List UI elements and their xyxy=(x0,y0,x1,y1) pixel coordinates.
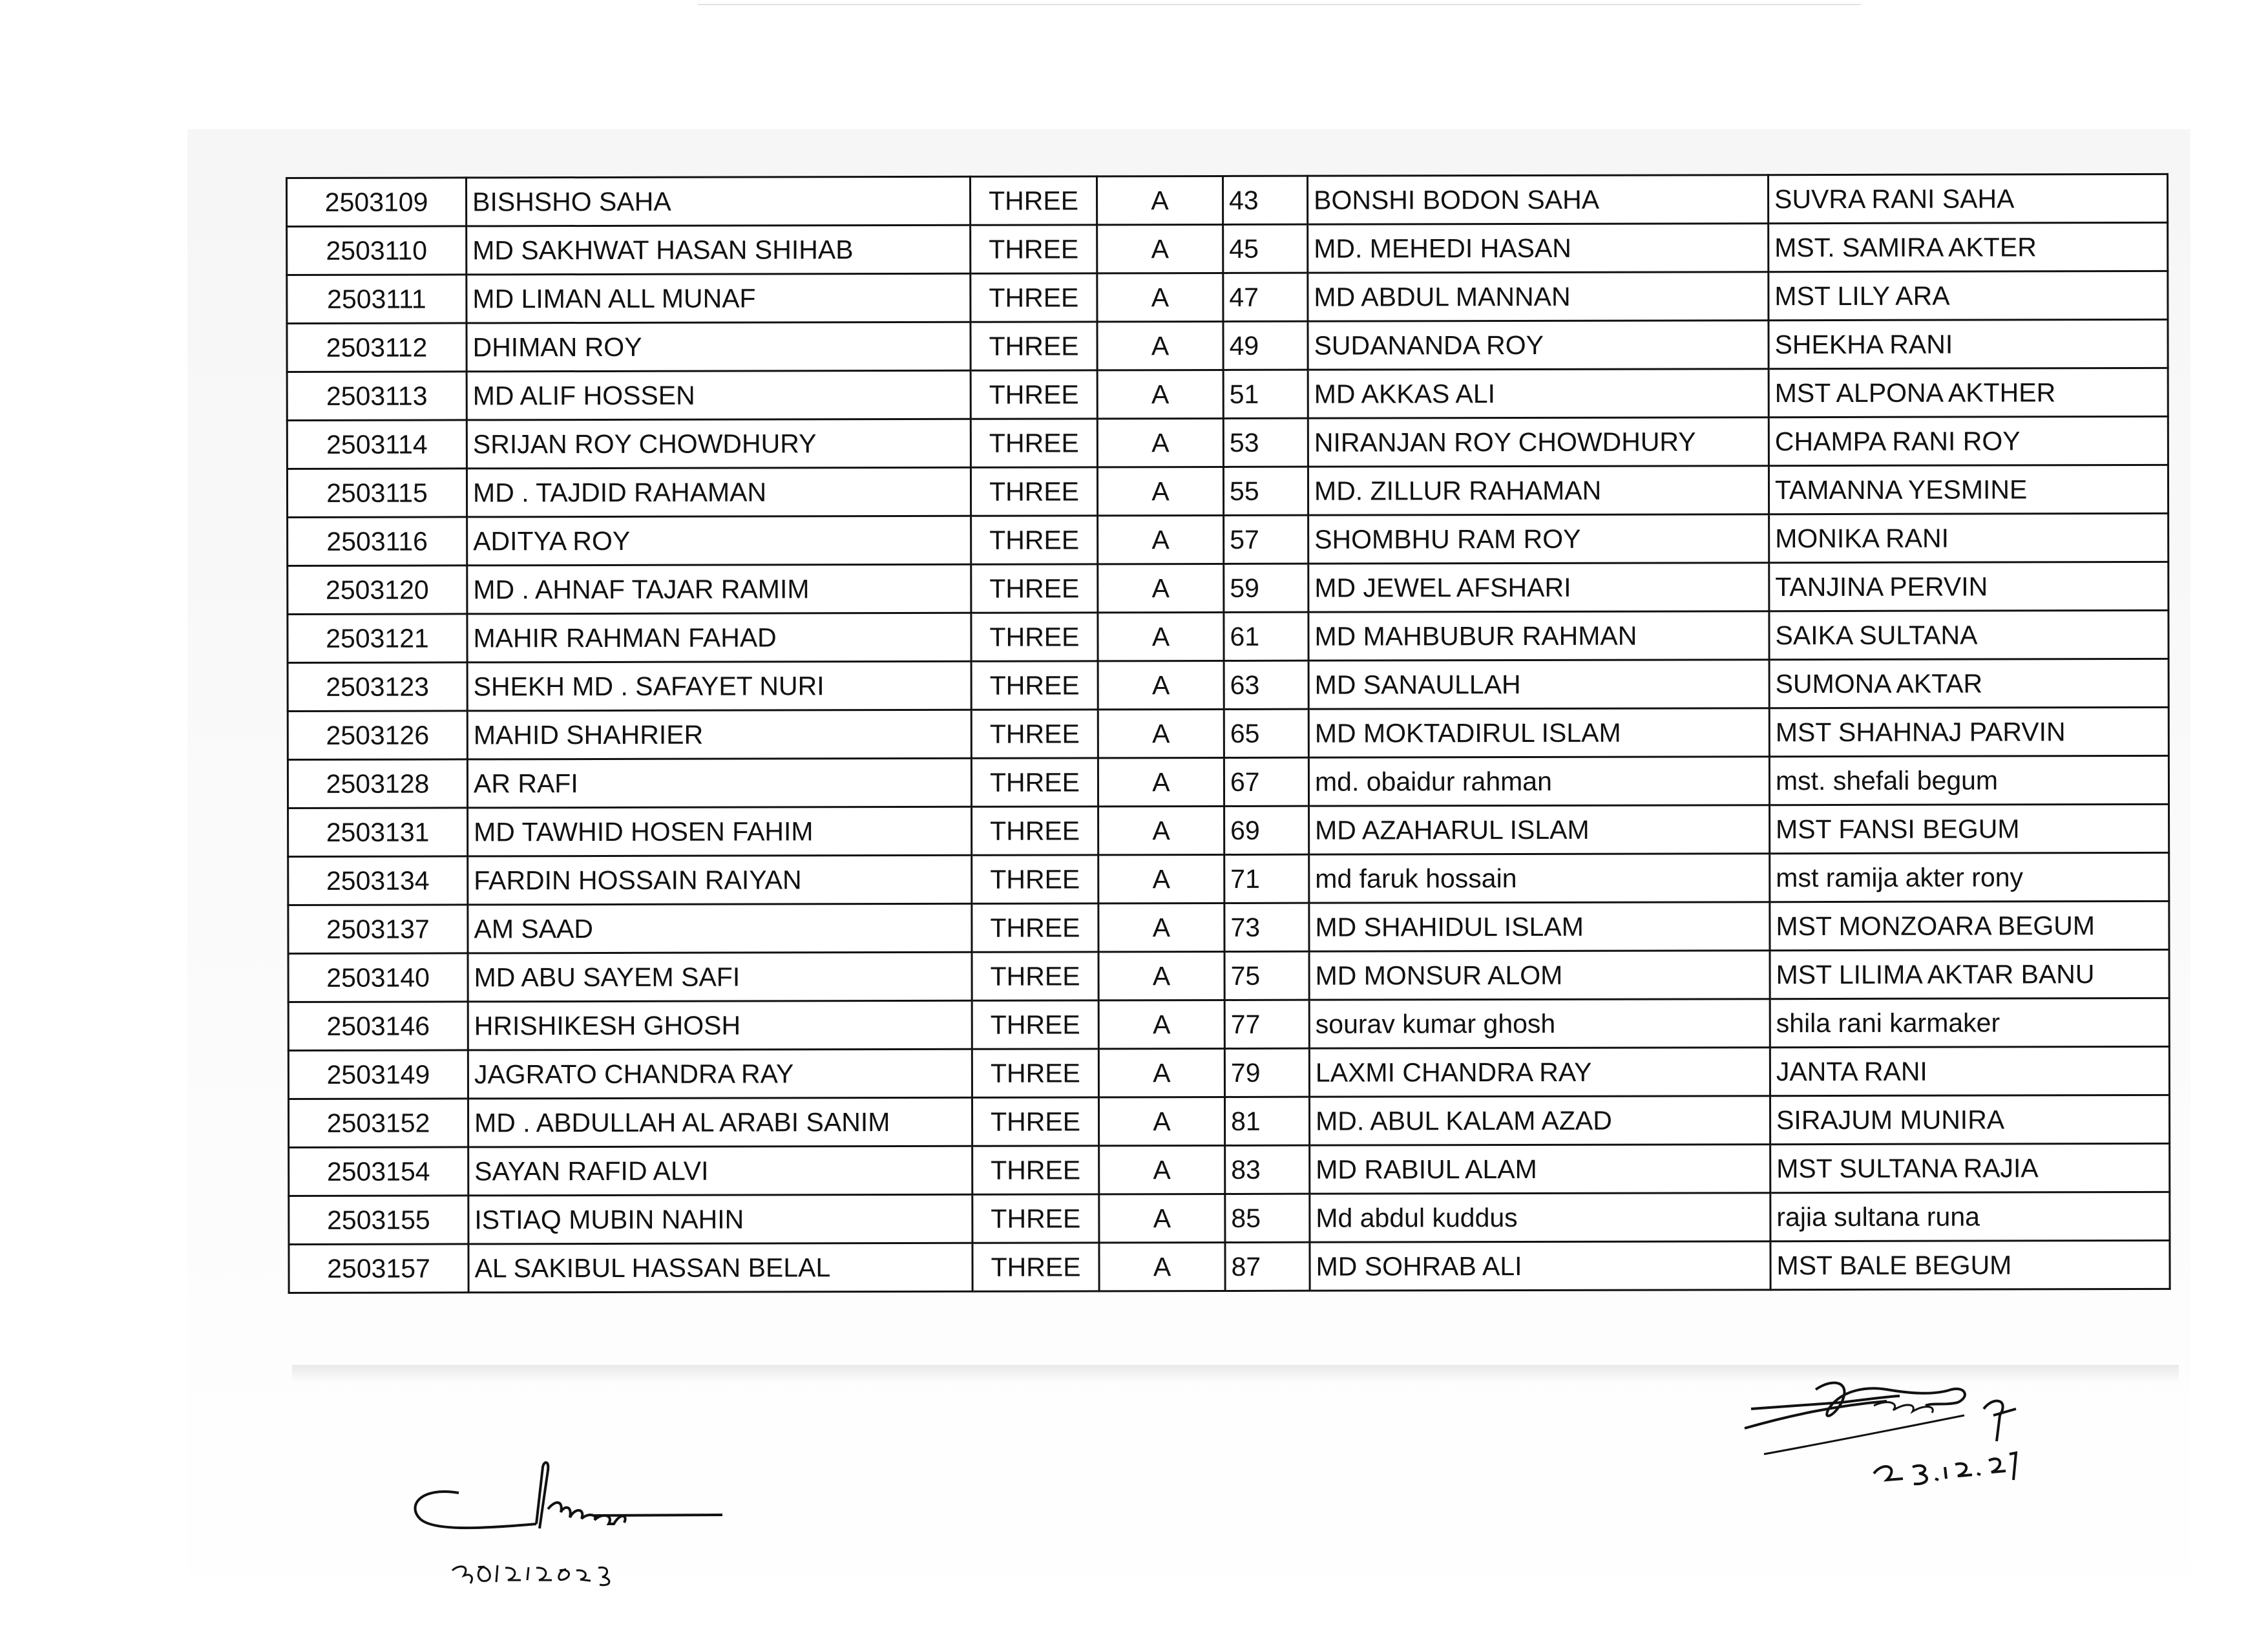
class-cell: THREE xyxy=(972,1243,1099,1291)
student-id-cell: 2503154 xyxy=(289,1147,468,1196)
class-cell: THREE xyxy=(972,1097,1098,1146)
roll-cell: 61 xyxy=(1224,612,1308,660)
section-cell: A xyxy=(1098,1048,1224,1097)
class-cell: THREE xyxy=(971,322,1097,370)
table-row xyxy=(288,1046,2169,1099)
section-cell: A xyxy=(1098,1000,1224,1048)
mother-name-cell: MST. SAMIRA AKTER xyxy=(1769,222,2168,271)
section-cell: A xyxy=(1098,757,1224,806)
mother-name-cell: MST BALE BEGUM xyxy=(1770,1240,2170,1289)
table-row xyxy=(287,319,2168,372)
class-cell: THREE xyxy=(972,1000,1098,1049)
student-id-cell: 2503155 xyxy=(289,1196,468,1245)
class-cell: THREE xyxy=(971,564,1098,613)
section-cell: A xyxy=(1097,370,1223,418)
section-cell: A xyxy=(1097,273,1223,321)
table-row xyxy=(288,610,2168,662)
roll-cell: 81 xyxy=(1224,1097,1309,1145)
student-name-cell: MD . ABDULLAH AL ARABI SANIM xyxy=(468,1097,972,1147)
section-cell: A xyxy=(1098,660,1224,709)
student-name-cell: AR RAFI xyxy=(467,758,971,808)
table-row xyxy=(287,271,2168,323)
student-name-cell: MD LIMAN ALL MUNAF xyxy=(467,273,971,323)
father-name-cell: NIRANJAN ROY CHOWDHURY xyxy=(1308,417,1769,467)
student-name-cell: BISHSHO SAHA xyxy=(467,176,971,226)
table-row xyxy=(288,998,2169,1050)
section-cell: A xyxy=(1098,903,1224,951)
student-name-cell: HRISHIKESH GHOSH xyxy=(468,1000,972,1050)
section-cell: A xyxy=(1098,564,1224,612)
roll-cell: 85 xyxy=(1225,1194,1310,1242)
section-cell: A xyxy=(1097,176,1223,224)
section-cell: A xyxy=(1098,612,1224,660)
student-id-cell: 2503149 xyxy=(288,1050,468,1099)
student-id-cell: 2503126 xyxy=(288,711,467,760)
student-id-cell: 2503112 xyxy=(287,323,467,372)
section-cell: A xyxy=(1097,418,1223,467)
class-cell: THREE xyxy=(972,903,1098,952)
table-row xyxy=(287,465,2168,517)
father-name-cell: BONSHI BODON SAHA xyxy=(1307,175,1768,224)
student-name-cell: MD ALIF HOSSEN xyxy=(467,370,971,420)
scan-edge-line xyxy=(698,4,1861,5)
class-cell: THREE xyxy=(971,225,1097,273)
table-row xyxy=(289,1240,2170,1293)
roll-cell: 53 xyxy=(1223,418,1308,467)
table-row xyxy=(287,222,2168,275)
roll-cell: 79 xyxy=(1224,1048,1309,1097)
student-id-cell: 2503110 xyxy=(287,226,467,275)
section-cell: A xyxy=(1099,1194,1225,1242)
student-name-cell: MAHID SHAHRIER xyxy=(467,710,971,759)
student-id-cell: 2503123 xyxy=(288,662,467,712)
section-cell: A xyxy=(1099,1242,1225,1291)
father-name-cell: md. obaidur rahman xyxy=(1308,757,1769,806)
table-row xyxy=(288,755,2168,808)
mother-name-cell: MST ALPONA AKTHER xyxy=(1769,368,2168,417)
student-name-cell: ADITYA ROY xyxy=(467,516,971,565)
student-id-cell: 2503152 xyxy=(288,1099,468,1148)
mother-name-cell: MST FANSI BEGUM xyxy=(1770,804,2169,853)
father-name-cell: MD. ZILLUR RAHAMAN xyxy=(1308,466,1769,515)
roll-cell: 77 xyxy=(1224,1000,1309,1048)
father-name-cell: LAXMI CHANDRA RAY xyxy=(1309,1048,1770,1097)
class-cell: THREE xyxy=(972,807,1098,855)
mother-name-cell: MST MONZOARA BEGUM xyxy=(1770,901,2169,950)
roll-cell: 65 xyxy=(1224,709,1308,757)
table-row xyxy=(287,368,2168,420)
student-id-cell: 2503109 xyxy=(287,178,467,227)
roll-cell: 87 xyxy=(1225,1242,1310,1291)
table-row xyxy=(288,513,2168,565)
roll-cell: 43 xyxy=(1223,176,1308,224)
father-name-cell: MD. MEHEDI HASAN xyxy=(1308,224,1769,273)
class-cell: THREE xyxy=(971,516,1098,564)
roster-body xyxy=(287,174,2170,1293)
student-name-cell: MD ABU SAYEM SAFI xyxy=(468,952,972,1002)
mother-name-cell: TANJINA PERVIN xyxy=(1769,562,2168,611)
mother-name-cell: JANTA RANI xyxy=(1770,1046,2169,1095)
mother-name-cell: rajia sultana runa xyxy=(1770,1192,2170,1241)
father-name-cell: MD SANAULLAH xyxy=(1308,660,1769,709)
section-cell: A xyxy=(1097,224,1223,273)
section-cell: A xyxy=(1098,1097,1224,1145)
mother-name-cell: SIRAJUM MUNIRA xyxy=(1770,1095,2169,1144)
mother-name-cell: MST SHAHNAJ PARVIN xyxy=(1769,707,2168,756)
student-name-cell: DHIMAN ROY xyxy=(467,322,971,372)
student-name-cell: JAGRATO CHANDRA RAY xyxy=(468,1049,972,1099)
roll-cell: 83 xyxy=(1225,1145,1310,1194)
class-cell: THREE xyxy=(971,419,1097,467)
table-row xyxy=(288,659,2168,711)
section-cell: A xyxy=(1099,1145,1225,1194)
student-id-cell: 2503146 xyxy=(288,1002,468,1051)
table-row xyxy=(288,1095,2169,1147)
mother-name-cell: shila rani karmaker xyxy=(1770,998,2169,1047)
table-row xyxy=(288,804,2169,856)
father-name-cell: MD. ABUL KALAM AZAD xyxy=(1309,1096,1770,1145)
student-roster-table xyxy=(286,173,2171,1294)
father-name-cell: md faruk hossain xyxy=(1309,854,1770,903)
class-cell: THREE xyxy=(972,952,1098,1000)
section-cell: A xyxy=(1098,854,1224,903)
student-id-cell: 2503116 xyxy=(288,517,467,566)
class-cell: THREE xyxy=(972,1049,1098,1097)
roll-cell: 75 xyxy=(1224,951,1309,1000)
table-row xyxy=(289,1143,2170,1196)
father-name-cell: MD MAHBUBUR RAHMAN xyxy=(1308,611,1769,660)
table-row xyxy=(288,901,2169,953)
roll-cell: 63 xyxy=(1224,660,1308,709)
mother-name-cell: MST LILY ARA xyxy=(1769,271,2168,320)
father-name-cell: Md abdul kuddus xyxy=(1310,1193,1770,1242)
student-name-cell: MAHIR RAHMAN FAHAD xyxy=(467,613,971,662)
mother-name-cell: CHAMPA RANI ROY xyxy=(1769,416,2168,465)
mother-name-cell: SHEKHA RANI xyxy=(1769,319,2168,368)
student-name-cell: ISTIAQ MUBIN NAHIN xyxy=(468,1194,972,1244)
father-name-cell: MD MOKTADIRUL ISLAM xyxy=(1308,708,1769,757)
father-name-cell: MD JEWEL AFSHARI xyxy=(1308,563,1769,612)
roll-cell: 73 xyxy=(1224,903,1309,951)
father-name-cell: MD AKKAS ALI xyxy=(1308,369,1769,418)
table-row xyxy=(287,174,2168,226)
student-id-cell: 2503137 xyxy=(288,905,468,954)
father-name-cell: MD AZAHARUL ISLAM xyxy=(1309,805,1770,854)
class-cell: THREE xyxy=(971,710,1098,758)
father-name-cell: MD SOHRAB ALI xyxy=(1310,1241,1770,1291)
class-cell: THREE xyxy=(971,273,1097,322)
student-name-cell: SRIJAN ROY CHOWDHURY xyxy=(467,419,971,469)
student-id-cell: 2503113 xyxy=(287,372,467,421)
roll-cell: 49 xyxy=(1223,321,1308,370)
class-cell: THREE xyxy=(971,758,1098,807)
table-row xyxy=(288,852,2169,905)
table-row xyxy=(288,562,2168,614)
roll-cell: 71 xyxy=(1224,854,1309,903)
father-name-cell: MD ABDUL MANNAN xyxy=(1308,272,1769,321)
roll-cell: 51 xyxy=(1223,370,1308,418)
class-cell: THREE xyxy=(972,1146,1099,1194)
section-cell: A xyxy=(1097,321,1223,370)
student-id-cell: 2503120 xyxy=(288,565,467,615)
class-cell: THREE xyxy=(971,370,1097,419)
roll-cell: 67 xyxy=(1224,757,1308,806)
mother-name-cell: mst. shefali begum xyxy=(1769,755,2168,805)
section-cell: A xyxy=(1098,806,1224,854)
section-cell: A xyxy=(1098,515,1224,564)
mother-name-cell: TAMANNA YESMINE xyxy=(1769,465,2168,514)
left-signature xyxy=(394,1448,756,1596)
student-name-cell: MD . TAJDID RAHAMAN xyxy=(467,467,971,517)
student-name-cell: AL SAKIBUL HASSAN BELAL xyxy=(468,1243,972,1293)
section-cell: A xyxy=(1098,709,1224,757)
student-name-cell: MD TAWHID HOSEN FAHIM xyxy=(468,807,972,856)
student-id-cell: 2503114 xyxy=(287,420,467,469)
class-cell: THREE xyxy=(971,176,1097,225)
mother-name-cell: MONIKA RANI xyxy=(1769,513,2168,562)
roll-cell: 59 xyxy=(1224,564,1308,612)
mother-name-cell: MST LILIMA AKTAR BANU xyxy=(1770,949,2169,998)
student-id-cell: 2503131 xyxy=(288,808,468,857)
father-name-cell: sourav kumar ghosh xyxy=(1309,999,1770,1048)
father-name-cell: SUDANANDA ROY xyxy=(1308,321,1769,370)
roll-cell: 69 xyxy=(1224,806,1309,854)
roll-cell: 55 xyxy=(1223,467,1308,515)
student-id-cell: 2503140 xyxy=(288,953,468,1002)
mother-name-cell: SUMONA AKTAR xyxy=(1769,659,2168,708)
student-name-cell: FARDIN HOSSAIN RAIYAN xyxy=(468,855,972,905)
father-name-cell: MD MONSUR ALOM xyxy=(1309,951,1770,1000)
mother-name-cell: SAIKA SULTANA xyxy=(1769,610,2168,659)
student-name-cell: AM SAAD xyxy=(468,903,972,953)
class-cell: THREE xyxy=(971,613,1098,661)
section-cell: A xyxy=(1098,951,1224,1000)
father-name-cell: MD RABIUL ALAM xyxy=(1310,1145,1770,1194)
student-id-cell: 2503134 xyxy=(288,856,468,905)
class-cell: THREE xyxy=(971,661,1098,710)
student-id-cell: 2503128 xyxy=(288,759,467,808)
class-cell: THREE xyxy=(971,467,1097,516)
father-name-cell: MD SHAHIDUL ISLAM xyxy=(1309,902,1770,951)
student-id-cell: 2503111 xyxy=(287,275,467,324)
section-cell: A xyxy=(1097,467,1223,515)
student-name-cell: MD . AHNAF TAJAR RAMIM xyxy=(467,564,971,614)
student-name-cell: SAYAN RAFID ALVI xyxy=(468,1146,972,1196)
student-name-cell: SHEKH MD . SAFAYET NURI xyxy=(467,661,971,711)
mother-name-cell: MST SULTANA RAJIA xyxy=(1770,1143,2170,1192)
class-cell: THREE xyxy=(972,855,1098,903)
roll-cell: 45 xyxy=(1223,224,1308,273)
table-row xyxy=(287,416,2168,469)
table-row xyxy=(288,949,2169,1002)
table-row xyxy=(289,1192,2170,1244)
father-name-cell: SHOMBHU RAM ROY xyxy=(1308,514,1769,564)
student-name-cell: MD SAKHWAT HASAN SHIHAB xyxy=(467,225,971,275)
table-row xyxy=(288,707,2168,759)
mother-name-cell: SUVRA RANI SAHA xyxy=(1768,174,2167,223)
student-id-cell: 2503121 xyxy=(288,614,467,663)
mother-name-cell: mst ramija akter rony xyxy=(1770,852,2169,902)
right-signature xyxy=(1738,1370,2100,1506)
roll-cell: 57 xyxy=(1224,515,1308,564)
roll-cell: 47 xyxy=(1223,273,1308,321)
student-id-cell: 2503157 xyxy=(289,1244,468,1293)
student-id-cell: 2503115 xyxy=(287,469,467,518)
class-cell: THREE xyxy=(972,1194,1099,1243)
